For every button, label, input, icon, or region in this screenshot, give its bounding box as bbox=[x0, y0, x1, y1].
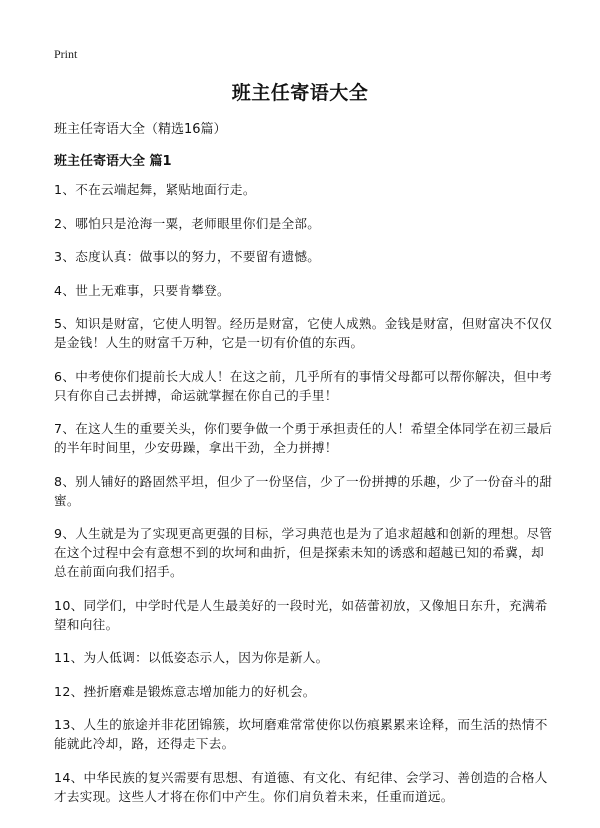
list-item: 9、人生就是为了实现更高更强的目标，学习典范也是为了追求超越和创新的理想。尽管在这个过程中会有意想不到的坎坷和曲折，但是探索未知的诱惑和超越已知的希冀，却总在前面向我们招手。 bbox=[54, 526, 553, 579]
list-item: 1、不在云端起舞，紧贴地面行走。 bbox=[54, 182, 256, 197]
list-item: 14、中华民族的复兴需要有思想、有道德、有文化、有纪律、会学习、善创造的合格人才去实现。这些人才将在你们中产生。你们肩负着未来，任重而道远。 bbox=[54, 769, 548, 804]
list-item: 10、同学们，中学时代是人生最美好的一段时光，如蓓蕾初放，又像旭日东升，充满希望和向往。 bbox=[54, 597, 548, 632]
list-item: 6、中考使你们提前长大成人！在这之前，几乎所有的事情父母都可以帮你解决，但中考只有你自己去拼搏，命运就掌握在你自己的手里！ bbox=[54, 368, 553, 403]
list-item: 7、在这人生的重要关头，你们要争做一个勇于承担责任的人！希望全体同学在初三最后的半年时间里，少安毋躁，拿出干劲，全力拼搏！ bbox=[54, 421, 553, 455]
list-item: 13、人生的旅途并非花团锦簇，坎坷磨难常常使你以伤痕累累来诠释，而生活的热情不能就此冷却，路，还得走下去。 bbox=[54, 717, 548, 751]
page-title: 班主任寄语大全 bbox=[231, 82, 369, 104]
list-item: 5、知识是财富，它使人明智。经历是财富，它使人成熟。金钱是财富，但财富决不仅仅是金钱！人生的财富千万种，它是一切有价值的东西。 bbox=[54, 316, 553, 350]
list-item: 12、挫折磨难是锻炼意志增加能力的好机会。 bbox=[54, 683, 316, 699]
message-list bbox=[54, 180, 554, 820]
list-item: 4、世上无难事，只要肯攀登。 bbox=[54, 282, 230, 298]
document-subtitle: 班主任寄语大全（精选16篇） bbox=[54, 122, 227, 137]
list-item: 3、态度认真：做事以的努力，不要留有遗憾。 bbox=[54, 249, 321, 264]
list-item: 11、为人低调：以低姿态示人，因为你是新人。 bbox=[54, 650, 329, 665]
section-heading: 班主任寄语大全 篇1 bbox=[54, 154, 172, 169]
print-link[interactable]: Print bbox=[54, 47, 78, 61]
list-item: 8、别人铺好的路固然平坦，但少了一份坚信，少了一份拼搏的乐趣，少了一份奋斗的甜蜜。 bbox=[54, 473, 553, 508]
list-item: 2、哪怕只是沧海一粟，老师眼里你们是全部。 bbox=[54, 215, 321, 231]
